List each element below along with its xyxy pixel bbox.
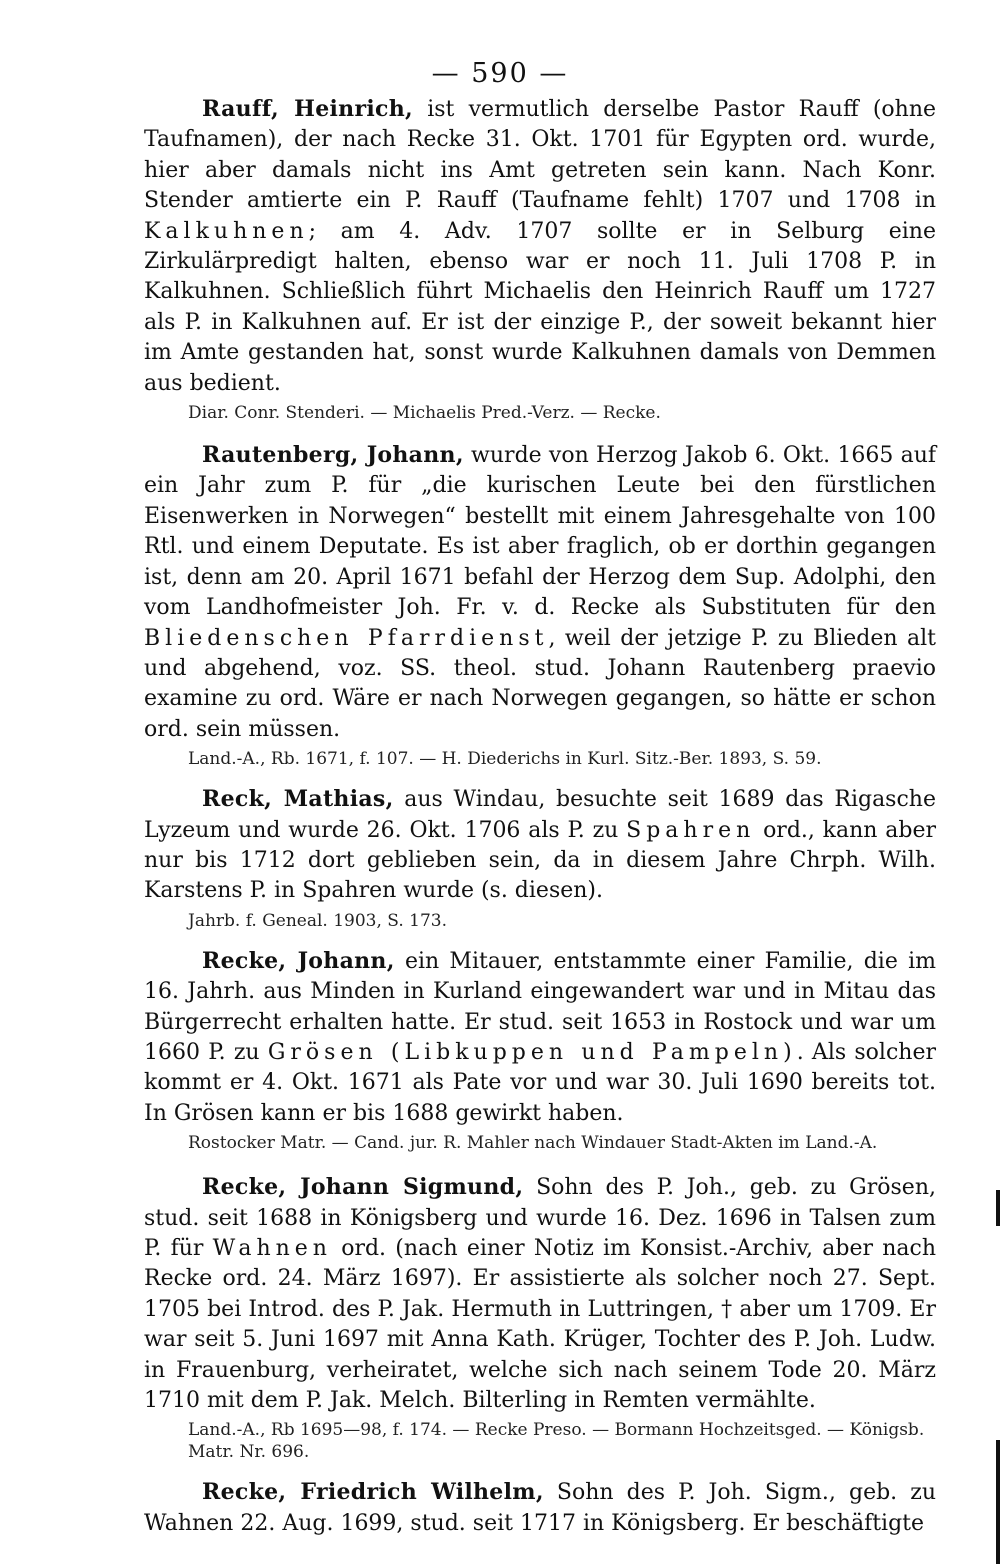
entry-heading: Rautenberg, Johann, (202, 442, 464, 469)
entry-text (144, 946, 936, 1129)
entry-heading: Recke, Friedrich Wilhelm, (202, 1479, 544, 1506)
entry-body: ein Mitauer, entstammte einer Familie, die im 16. Jahrh. aus Minden in Kurland eingewandert war und in Mitau das Bürgerrecht erhalten hatte. Er stud. seit 1653 in Rostock und war um 1660 P. zu (144, 948, 937, 1065)
entry-body-continued: . Als solcher kommt er 4. Okt. 1671 als Pate vor und war 30. Juli 1690 bereits tot. In Grösen kann er bis 1688 gewirkt haben. (144, 1039, 936, 1126)
entry-recke-johann (144, 946, 936, 1154)
entry-spaced-place: Kalkuhnen (144, 218, 309, 244)
entry-text (144, 784, 936, 907)
entry-spaced-place: Grösen (Libkuppen und Pampeln) (267, 1039, 797, 1065)
entry-text (144, 94, 936, 399)
entry-body: Sohn des P. Joh. Sigm., geb. zu Wahnen 22. Aug. 1699, stud. seit 1717 in Königsberg. Er beschäftigte (144, 1480, 937, 1536)
entry-body: Sohn des P. Joh., geb. zu Grösen, stud. seit 1688 in Königsberg und wurde 16. Dez. 1696 in Talsen zum P. für (144, 1175, 936, 1261)
entry-source: Jahrb. f. Geneal. 1903, S. 173. (188, 910, 448, 931)
entry-source: Land.-A., Rb. 1671, f. 107. — H. Diederichs in Kurl. Sitz.-Ber. 1893, S. 59. (188, 749, 822, 770)
entry-heading: Recke, Johann Sigmund, (202, 1174, 524, 1201)
entry-rauff-heinrich (144, 94, 936, 424)
entry-spaced-place: Bliedenschen Pfarrdienst (144, 625, 549, 651)
scan-edge-mark (996, 1190, 1000, 1226)
entry-text (144, 440, 936, 745)
entry-spaced-place: Wahnen (212, 1236, 332, 1261)
entry-recke-friedrich-wilhelm (144, 1477, 936, 1539)
entry-text (144, 1172, 936, 1416)
entry-rautenberg-johann (144, 440, 936, 770)
scan-edge-mark (996, 1440, 1000, 1564)
entry-body: ist vermutlich derselbe Pastor Rauff (ohne Taufnamen), der nach Recke 31. Okt. 1701 für Egypten ord. wurde, hier aber damals nicht ins Amt getreten sein kann. Nach Konr. Stender amtierte ein P. Rauff (Taufname fehlt) 1707 und 1708 in (144, 97, 937, 214)
entry-spaced-place: Spahren (626, 817, 756, 843)
entry-heading: Rauff, Heinrich, (202, 96, 413, 122)
entry-heading: Reck, Mathias, (202, 786, 394, 813)
entry-source: Rostocker Matr. — Cand. jur. R. Mahler nach Windauer Stadt-Akten im Land.-A. (188, 1133, 878, 1154)
page-number: — 590 — (431, 58, 569, 89)
entry-recke-johann-sigmund (144, 1172, 936, 1463)
entry-heading: Recke, Johann, (202, 947, 395, 974)
entry-body-continued: ord. (nach einer Notiz im Konsist.-Archiv, aber nach Recke ord. 24. März 1697). Er assistierte als solcher noch 27. Sept. 1705 bei Introd. des P. Jak. Hermuth in Luttringen, † aber um 1709. Er war seit 5. Juni 1697 mit Anna Kath. Krüger, Tochter des P. Joh. Ludw. in Frauenburg, verheiratet, welche sich nach seinem Tode 20. März 1710 mit dem P. Jak. Melch. Bilterling in Remten vermählte. (144, 1236, 936, 1414)
entry-source: Diar. Conr. Stenderi. — Michaelis Pred.-Verz. — Recke. (188, 403, 661, 424)
entry-text (144, 1477, 936, 1539)
entry-reck-mathias (144, 784, 936, 932)
entry-body: aus Windau, besuchte seit 1689 das Rigasche Lyzeum und wurde 26. Okt. 1706 als P. zu (144, 787, 936, 843)
entry-body-continued: , weil der jetzige P. zu Blieden alt und abgehend, voz. SS. theol. stud. Johann Rautenberg praevio examine zu ord. Wäre er nach Norwegen gegangen, so hätte er schon ord. sein müssen. (144, 625, 936, 742)
entry-source: Land.-A., Rb 1695—98, f. 174. — Recke Preso. — Bormann Hochzeitsged. — Königsb. Matr. Nr. 696. (188, 1420, 925, 1463)
entry-body: wurde von Herzog Jakob 6. Okt. 1665 auf ein Jahr zum P. für „die kurischen Leute bei den fürstlichen Eisenwerken in Norwegen“ bestellt mit einem Jahresgehalte von 100 Rtl. und einem Deputate. Es ist aber fraglich, ob er dorthin gegangen ist, denn am 20. April 1671 befahl der Herzog dem Sup. Adolphi, den vom Landhofmeister Joh. Fr. v. d. Recke als Substituten für den (144, 443, 937, 621)
entry-body-continued: ord., kann aber nur bis 1712 dort geblieben sein, da in diesem Jahre Chrph. Wilh. Karstens P. in Spahren wurde (s. diesen). (144, 817, 936, 904)
page-body (144, 94, 936, 1539)
entry-body-continued: ; am 4. Adv. 1707 sollte er in Selburg eine Zirkulärpredigt halten, ebenso war er noch 11. Juli 1708 P. in Kalkuhnen. Schließlich führt Michaelis den Heinrich Rauff um 1727 als P. in Kalkuhnen auf. Er ist der einzige P., der soweit bekannt hier im Amte gestanden hat, sonst wurde Kalkuhnen damals von Demmen aus bedient. (144, 218, 936, 396)
